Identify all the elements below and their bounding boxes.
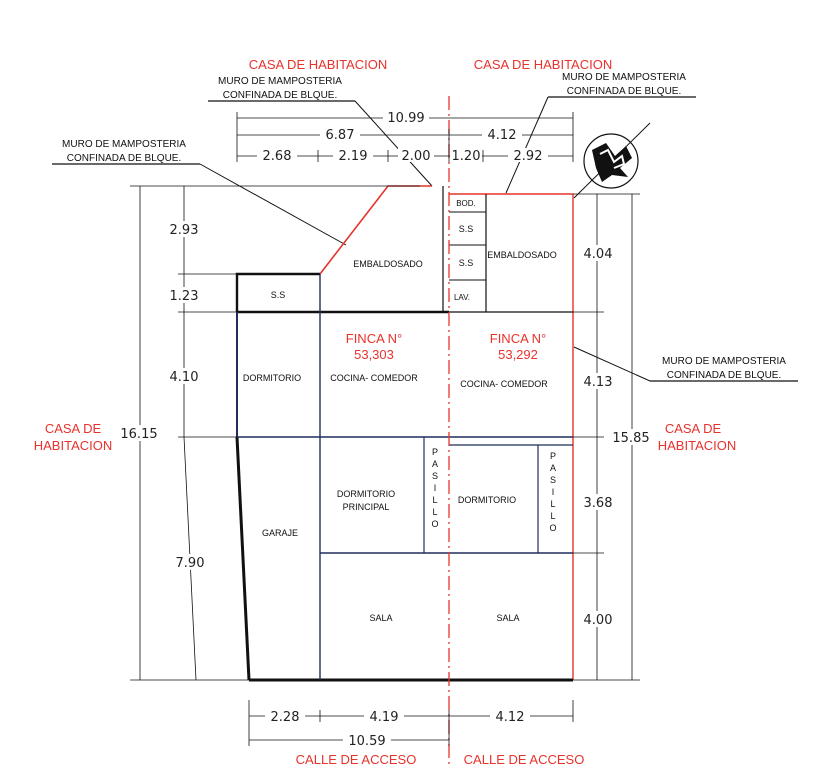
- finca-left-title: FINCA N°: [345, 331, 403, 346]
- room-embaldosado-right: EMBALDOSADO: [487, 250, 557, 260]
- casa-top-left-label: CASA DE HABITACION: [248, 57, 388, 72]
- room-embaldosado-left: EMBALDOSADO: [353, 259, 423, 269]
- plan-walls: [237, 96, 573, 768]
- left-dimension-labels: [116, 221, 213, 571]
- room-bod: BOD.: [456, 199, 476, 208]
- dim-right-3: 3.68: [583, 496, 613, 511]
- pasillo-right-letter: A: [549, 463, 557, 473]
- dim-right-1: 4.04: [583, 247, 613, 262]
- pasillo-right-letter: L: [550, 499, 556, 509]
- dim-top-total: 10.99: [387, 111, 425, 126]
- room-sala-left: SALA: [369, 613, 393, 623]
- dim-left-1: 2.93: [169, 223, 199, 238]
- room-dormitorio-principal-line1: DORMITORIO: [336, 489, 396, 499]
- room-ss-left: S.S: [270, 290, 286, 300]
- dim-top-right: 4.12: [487, 128, 517, 143]
- room-sala-right: SALA: [496, 613, 520, 623]
- dim-seg-4: 1.20: [451, 149, 481, 164]
- casa-right-label-line1: CASA DE: [664, 421, 722, 436]
- dim-left-2: 1.23: [169, 289, 199, 304]
- room-ss-right-2: S.S: [458, 258, 474, 268]
- dim-left-3: 4.10: [169, 370, 199, 385]
- wall-note-1-line2: CONFINADA DE BLQUE.: [222, 90, 338, 101]
- room-dormitorio-principal-line2: PRINCIPAL: [342, 502, 390, 512]
- casa-right-label-line2: HABITACION: [657, 438, 737, 453]
- dim-right-4: 4.00: [583, 613, 613, 628]
- pasillo-left-letter: P: [431, 447, 439, 457]
- dim-seg-3: 2.00: [401, 149, 431, 164]
- pasillo-left-letter: L: [432, 495, 438, 505]
- dim-bottom-1: 2.28: [270, 710, 300, 725]
- wall-note-4-line1: MURO DE MAMPOSTERIA: [662, 356, 786, 367]
- wall-note-2-line1: MURO DE MAMPOSTERIA: [562, 72, 686, 83]
- pasillo-right-letter: I: [551, 487, 555, 497]
- pasillo-right-letter: O: [549, 523, 557, 533]
- pasillo-left-letter: I: [433, 483, 437, 493]
- pasillo-left-letter: O: [431, 519, 439, 529]
- wall-note-3-line1: MURO DE MAMPOSTERIA: [62, 139, 186, 150]
- room-dormitorio-right: DORMITORIO: [457, 495, 517, 505]
- pasillo-right-letter: L: [550, 511, 556, 521]
- dim-seg-2: 2.19: [338, 149, 368, 164]
- calle-left-label: CALLE DE ACCESO: [295, 752, 417, 767]
- pasillo-right-letter: S: [549, 475, 557, 485]
- room-lav: LAV.: [453, 293, 471, 302]
- dim-seg-5: 2.92: [513, 149, 543, 164]
- finca-right-title: FINCA N°: [489, 331, 547, 346]
- right-dimension-labels: [578, 245, 652, 628]
- casa-left-label-line2: HABITACION: [33, 438, 113, 453]
- north-arrow-icon: [574, 123, 650, 198]
- pasillo-left-letter: S: [431, 471, 439, 481]
- wall-note-1-line1: MURO DE MAMPOSTERIA: [218, 76, 342, 87]
- dim-right-2: 4.13: [583, 375, 613, 390]
- room-dormitorio-left: DORMITORIO: [242, 373, 302, 383]
- dim-bottom-3: 4.12: [495, 710, 525, 725]
- finca-right-number: 53,292: [498, 347, 538, 362]
- dim-right-total: 15.85: [612, 431, 650, 446]
- finca-left-number: 53,303: [354, 347, 394, 362]
- wall-note-3-line2: CONFINADA DE BLQUE.: [66, 153, 182, 164]
- room-garaje: GARAJE: [261, 528, 299, 538]
- pasillo-left-letter: A: [431, 459, 439, 469]
- casa-top-right-label: CASA DE HABITACION: [473, 57, 613, 72]
- wall-note-4-line2: CONFINADA DE BLQUE.: [666, 370, 782, 381]
- room-ss-right-1: S.S: [458, 224, 474, 234]
- dim-bottom-total: 10.59: [348, 734, 386, 749]
- pasillo-right-letter: P: [549, 451, 557, 461]
- dim-left-4: 7.90: [175, 556, 205, 571]
- room-cocina-left: COCINA- COMEDOR: [330, 373, 418, 383]
- dim-top-left: 6.87: [325, 128, 355, 143]
- room-pasillo-left: [431, 447, 438, 529]
- room-pasillo-right: [549, 451, 556, 533]
- dim-bottom-2: 4.19: [369, 710, 399, 725]
- pasillo-left-letter: L: [432, 507, 438, 517]
- casa-left-label-line1: CASA DE: [44, 421, 102, 436]
- room-cocina-right: COCINA- COMEDOR: [460, 379, 548, 389]
- dim-left-total: 16.15: [120, 427, 158, 442]
- calle-right-label: CALLE DE ACCESO: [463, 752, 585, 767]
- wall-note-2-line2: CONFINADA DE BLQUE.: [566, 86, 682, 97]
- bottom-dimension-labels: [265, 708, 530, 749]
- dim-seg-1: 2.68: [262, 149, 292, 164]
